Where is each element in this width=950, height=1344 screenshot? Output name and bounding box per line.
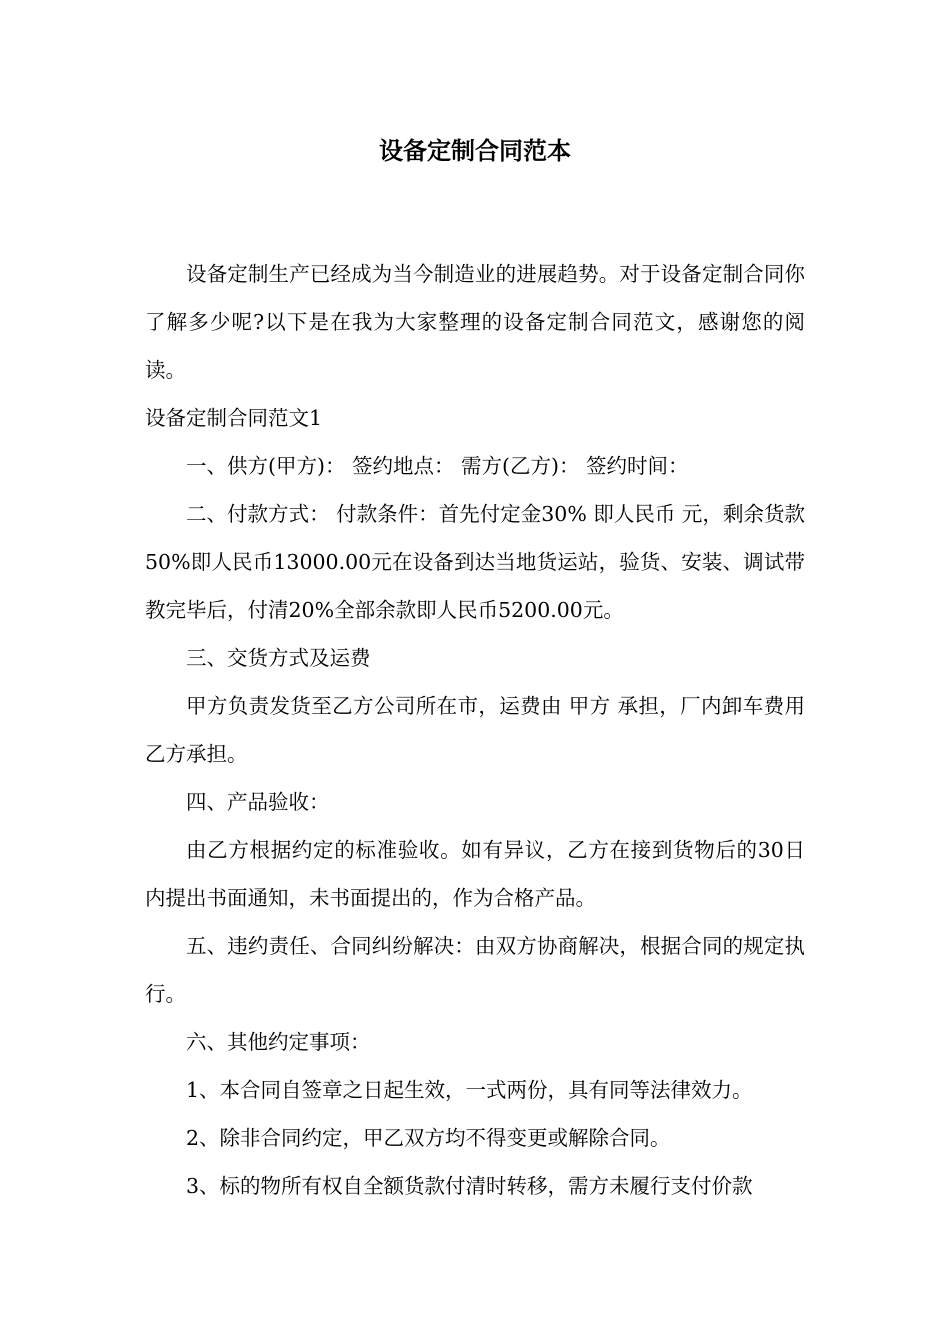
paragraph-clause-1: 一、供方(甲方)： 签约地点： 需方(乙方)： 签约时间： <box>186 454 689 478</box>
paragraph-clause-3-body: 甲方负责发货至乙方公司所在市，运费由 甲方 承担，厂内卸车费用乙方承担。 <box>145 694 805 766</box>
paragraph-clause-6-item-1: 1、本合同自签章之日起生效，一式两份，具有同等法律效力。 <box>186 1078 753 1102</box>
paragraph-clause-4-heading: 四、产品验收： <box>186 790 330 814</box>
paragraph-clause-3-heading: 三、交货方式及运费 <box>186 646 371 670</box>
paragraph-intro: 设备定制生产已经成为当今制造业的进展趋势。对于设备定制合同你了解多少呢?以下是在我为大家整理的设备定制合同范文，感谢您的阅读。 <box>145 262 805 382</box>
paragraph-heading-sample-1: 设备定制合同范文1 <box>145 406 323 430</box>
document-body <box>145 250 805 1210</box>
paragraph-clause-4-body: 由乙方根据约定的标准验收。如有异议，乙方在接到货物后的30日内提出书面通知，未书面提出的，作为合格产品。 <box>145 838 805 910</box>
paragraph-clause-5: 五、违约责任、合同纠纷解决：由双方协商解决，根据合同的规定执行。 <box>145 934 805 1006</box>
paragraph-clause-6-item-3: 3、标的物所有权自全额货款付清时转移，需方未履行支付价款 <box>186 1174 753 1198</box>
paragraph-clause-6-item-2: 2、除非合同约定，甲乙双方均不得变更或解除合同。 <box>186 1126 671 1150</box>
document-title: 设备定制合同范本 <box>379 137 571 165</box>
paragraph-clause-6-heading: 六、其他约定事项： <box>186 1030 371 1054</box>
paragraph-clause-2: 二、付款方式： 付款条件：首先付定金30% 即人民币 元，剩余货款50%即人民币13000.00元在设备到达当地货运站，验货、安装、调试带教完毕后，付清20%全部余款即人民币5200.00元。 <box>145 502 805 622</box>
